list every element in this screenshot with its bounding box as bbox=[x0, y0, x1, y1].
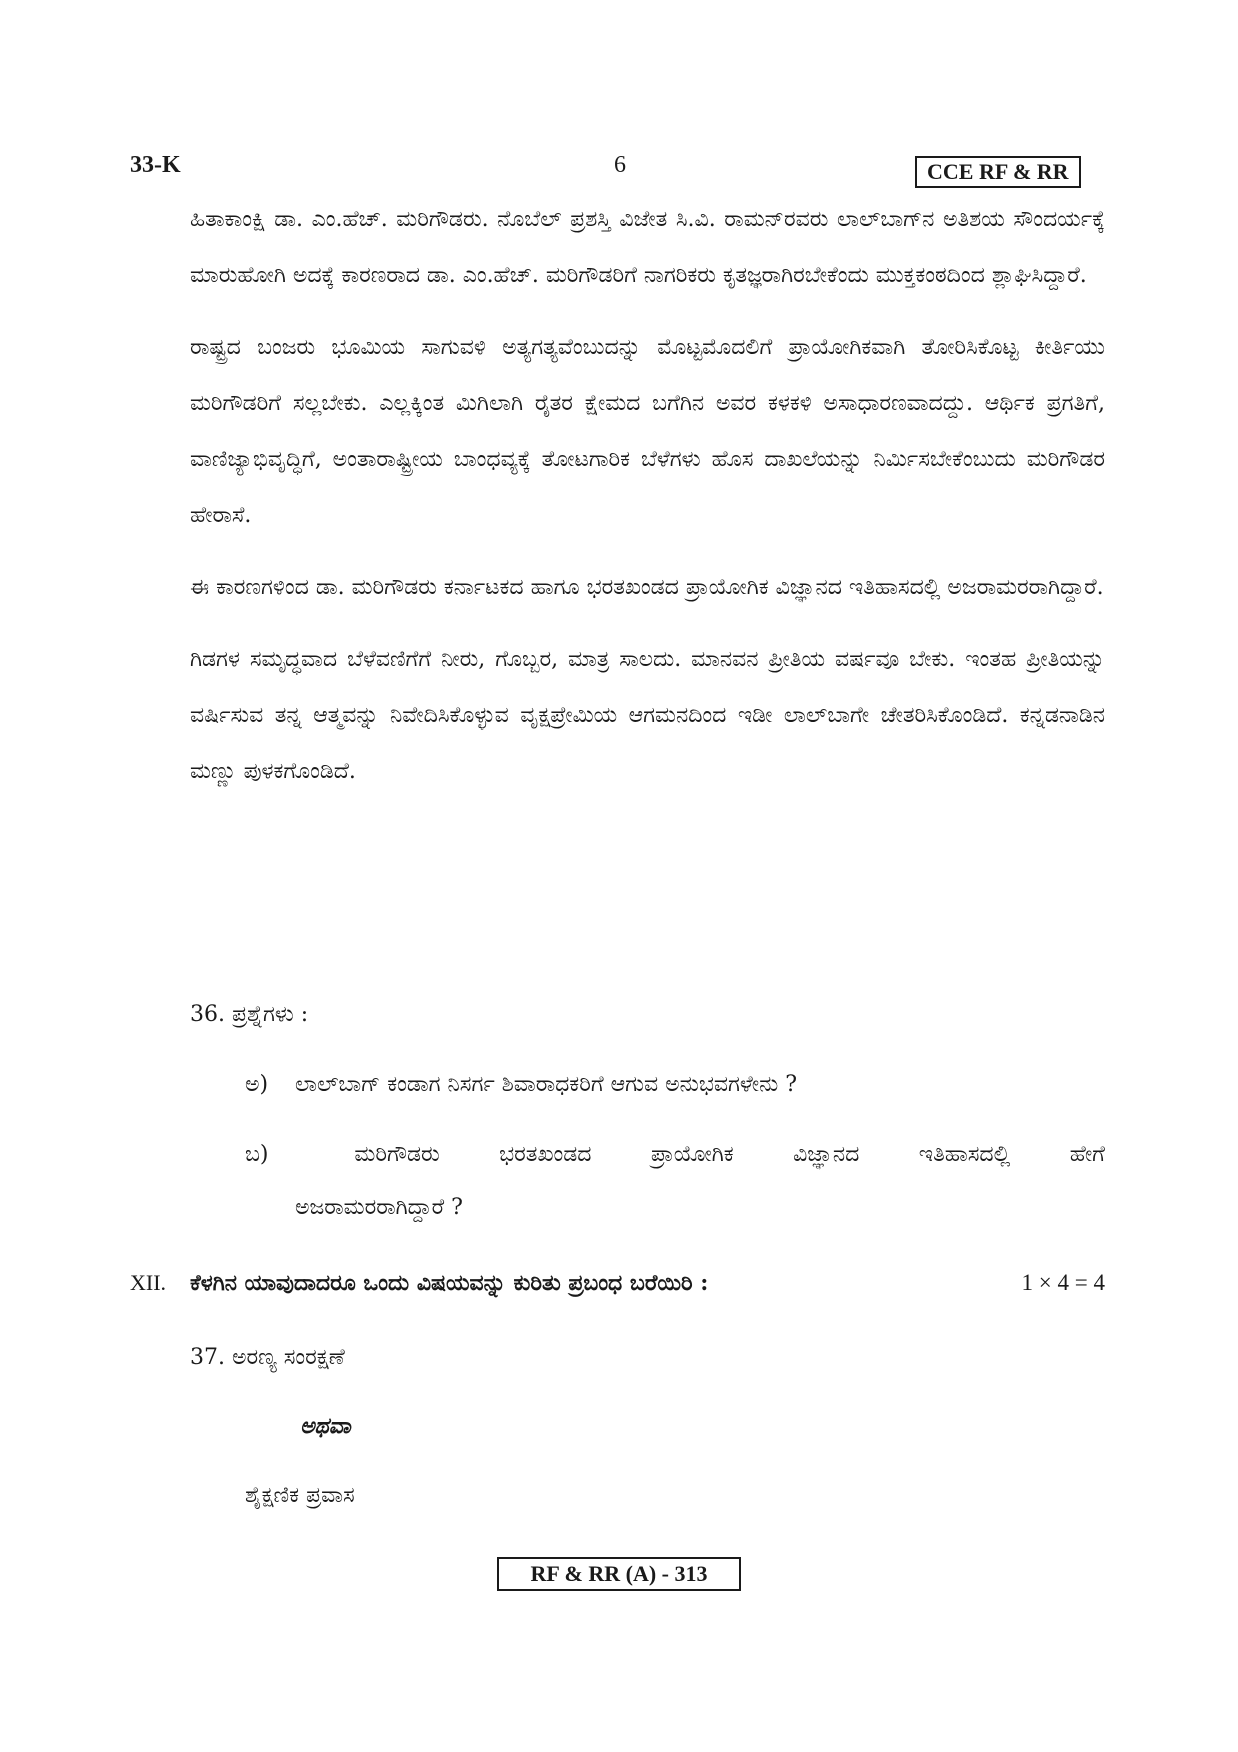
passage bbox=[190, 192, 1105, 816]
series-badge: CCE RF & RR bbox=[915, 156, 1081, 188]
question-36-b-line-1 bbox=[245, 1142, 1105, 1167]
question-36-b-word: ಪ್ರಾಯೋಗಿಕ bbox=[650, 1142, 734, 1167]
question-36-a-marker: ಅ) bbox=[245, 1072, 269, 1097]
question-36-b-word: ಇತಿಹಾಸದಲ್ಲಿ bbox=[918, 1142, 1011, 1167]
question-36-b-word: ವಿಜ್ಞಾನದ bbox=[793, 1142, 860, 1167]
or-separator: ಅಥವಾ bbox=[300, 1413, 351, 1439]
section-xii-number: XII. bbox=[130, 1270, 167, 1295]
question-36-b-line-2: ಅಜರಾಮರರಾಗಿದ್ದಾರೆ ? bbox=[295, 1195, 463, 1220]
question-36-b-word: ಹೇಗೆ bbox=[1069, 1142, 1105, 1167]
passage-paragraph-1: ಹಿತಾಕಾಂಕ್ಷಿ ಡಾ. ಎಂ.ಹೆಚ್. ಮರಿಗೌಡರು. ನೊಬೆಲ್ ಪ್ರಶಸ್ತಿ ವಿಜೇತ ಸಿ.ವಿ. ರಾಮನ್‌ರವರು ಲಾಲ್‌ಬಾಗ್‌ನ ಅತಿಶಯ ಸೌಂದರ್ಯಕ್ಕೆ ಮಾರುಹೋಗಿ ಅದಕ್ಕೆ ಕಾರಣರಾದ ಡಾ. ಎಂ.ಹೆಚ್. ಮರಿಗೌಡರಿಗೆ ನಾಗರಿಕರು ಕೃತಜ್ಞರಾಗಿರಬೇಕೆಂದು ಮುಕ್ತಕಂಠದಿಂದ ಶ್ಲಾಘಿಸಿದ್ದಾರೆ. bbox=[190, 207, 1105, 288]
question-36-b-word: ಭರತಖಂಡದ bbox=[499, 1142, 592, 1167]
question-36-b-marker: ಬ) bbox=[245, 1142, 269, 1167]
paper-code: 33-K bbox=[130, 152, 181, 178]
question-36-b bbox=[245, 1142, 1105, 1220]
section-xii-marks: 1 × 4 = 4 bbox=[1021, 1270, 1105, 1295]
question-36-heading: 36. ಪ್ರಶ್ನೆಗಳು : bbox=[190, 1002, 309, 1027]
question-36-a-text: ಲಾಲ್‌ಬಾಗ್ ಕಂಡಾಗ ನಿಸರ್ಗ ಶಿವಾರಾಧಕರಿಗೆ ಆಗುವ ಅನುಭವಗಳೇನು ? bbox=[295, 1072, 798, 1097]
section-xii-instruction: ಕೆಳಗಿನ ಯಾವುದಾದರೂ ಒಂದು ವಿಷಯವನ್ನು ಕುರಿತು ಪ್ರಬಂಧ ಬರೆಯಿರಿ : bbox=[190, 1270, 709, 1296]
question-36-b-word: ಮರಿಗೌಡರು bbox=[354, 1142, 440, 1167]
passage-paragraph-3: ಈ ಕಾರಣಗಳಿಂದ ಡಾ. ಮರಿಗೌಡರು ಕರ್ನಾಟಕದ ಹಾಗೂ ಭರತಖಂಡದ ಪ್ರಾಯೋಗಿಕ ವಿಜ್ಞಾನದ ಇತಿಹಾಸದಲ್ಲಿ ಅಜರಾಮರರಾಗಿದ್ದಾರೆ. bbox=[190, 575, 1104, 600]
section-xii bbox=[130, 1270, 1105, 1296]
question-37-topic: 37. ಅರಣ್ಯ ಸಂರಕ್ಷಣೆ bbox=[190, 1345, 345, 1370]
question-37-alternative-topic: ಶೈಕ್ಷಣಿಕ ಪ್ರವಾಸ bbox=[245, 1483, 355, 1508]
footer-code: RF & RR (A) - 313 bbox=[497, 1557, 741, 1591]
page-number: 6 bbox=[614, 152, 626, 178]
question-36-a bbox=[245, 1072, 797, 1097]
passage-paragraph-2: ರಾಷ್ಟ್ರದ ಬಂಜರು ಭೂಮಿಯ ಸಾಗುವಳಿ ಅತ್ಯಗತ್ಯವೆಂಬುದನ್ನು ಮೊಟ್ಟಮೊದಲಿಗೆ ಪ್ರಾಯೋಗಿಕವಾಗಿ ತೋರಿಸಿಕೊಟ್ಟ ಕೀರ್ತಿಯು ಮರಿಗೌಡರಿಗೆ ಸಲ್ಲಬೇಕು. ಎಲ್ಲಕ್ಕಿಂತ ಮಿಗಿಲಾಗಿ ರೈತರ ಕ್ಷೇಮದ ಬಗೆಗಿನ ಅವರ ಕಳಕಳಿ ಅಸಾಧಾರಣವಾದದ್ದು. ಆರ್ಥಿಕ ಪ್ರಗತಿಗೆ, ವಾಣಿಜ್ಯಾಭಿವೃದ್ಧಿಗೆ, ಅಂತಾರಾಷ್ಟ್ರೀಯ ಬಾಂಧವ್ಯಕ್ಕೆ ತೋಟಗಾರಿಕ ಬೆಳೆಗಳು ಹೊಸ ದಾಖಲೆಯನ್ನು ನಿರ್ಮಿಸಬೇಕೆಂಬುದು ಮರಿಗೌಡರ ಹೇರಾಸೆ. bbox=[190, 335, 1105, 528]
passage-paragraph-4: ಗಿಡಗಳ ಸಮೃದ್ಧವಾದ ಬೆಳೆವಣಿಗೆಗೆ ನೀರು, ಗೊಬ್ಬರ, ಮಾತ್ರ ಸಾಲದು. ಮಾನವನ ಪ್ರೀತಿಯ ವರ್ಷವೂ ಬೇಕು. ಇಂತಹ ಪ್ರೀತಿಯನ್ನು ವರ್ಷಿಸುವ ತನ್ನ ಆತ್ಮವನ್ನು ನಿವೇದಿಸಿಕೊಳ್ಳುವ ವೃಕ್ಷಪ್ರೇಮಿಯ ಆಗಮನದಿಂದ ಇಡೀ ಲಾಲ್‌ಬಾಗೇ ಚೇತರಿಸಿಕೊಂಡಿದೆ. ಕನ್ನಡನಾಡಿನ ಮಣ್ಣು ಪುಳಕಗೊಂಡಿದೆ. bbox=[190, 647, 1105, 784]
